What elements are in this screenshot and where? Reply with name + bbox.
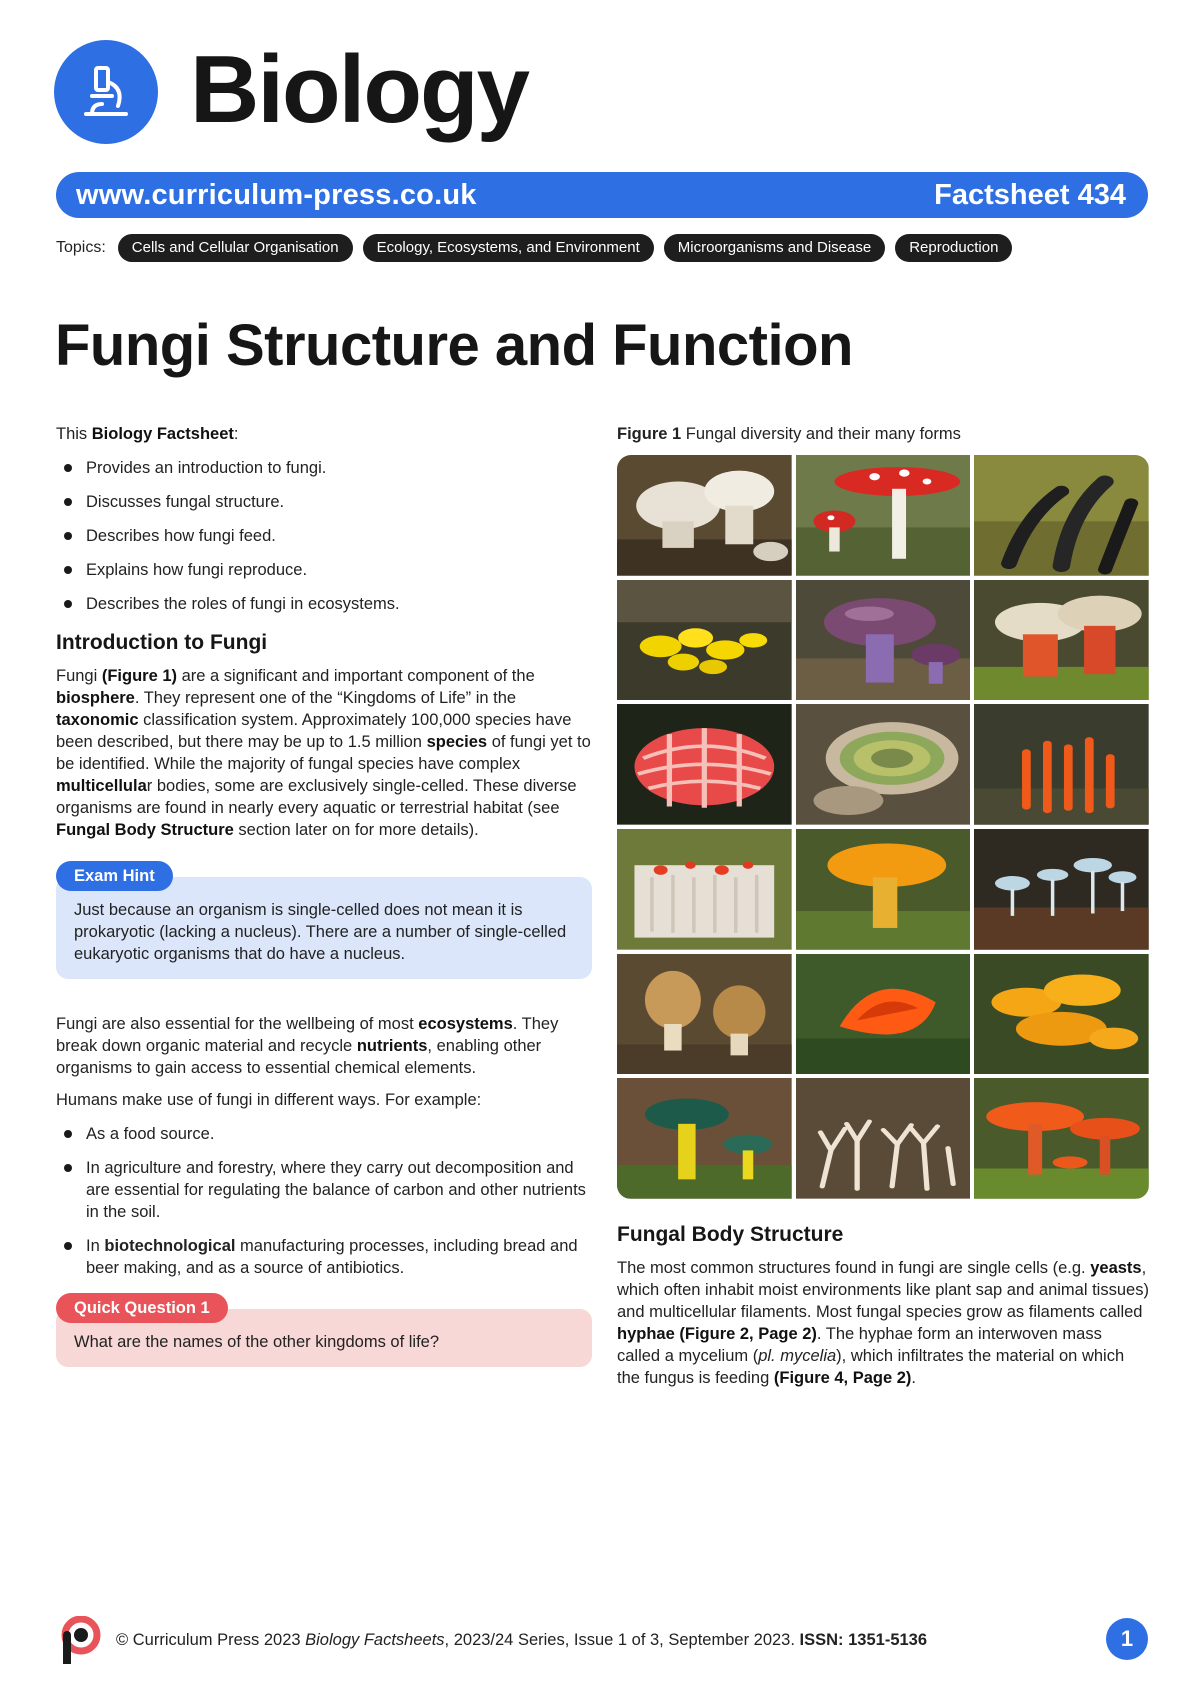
page-title: Fungi Structure and Function — [55, 313, 853, 378]
topic-pill[interactable]: Reproduction — [895, 234, 1012, 262]
url-bar — [56, 172, 1148, 218]
uses-intro: Humans make use of fungi in different ways. For example: — [56, 1091, 482, 1109]
topics-row — [56, 234, 1012, 262]
photo-puffballs — [617, 455, 792, 576]
fungi-photo-grid — [617, 455, 1149, 1199]
ecosystems-paragraph: Fungi are also essential for the wellbeing of most ecosystems. They break down organic material and recycle nutrients, enabling other organisms to gain access to essential chemical elements. — [56, 1015, 559, 1077]
list-item: Provides an introduction to fungi. — [56, 457, 592, 479]
topic-pill[interactable]: Ecology, Ecosystems, and Environment — [363, 234, 654, 262]
uses-list — [56, 1123, 592, 1279]
factsheet-number: Factsheet 434 — [934, 178, 1126, 211]
exam-hint-text: Just because an organism is single-celled does not mean it is prokaryotic (lacking a nucleus). There are a number of single-celled eukaryotic organisms that do have a nucleus. — [74, 901, 567, 963]
photo-blue-mycena — [974, 829, 1149, 950]
quick-question-box — [56, 1299, 592, 1367]
photo-orange-cap — [796, 829, 971, 950]
photo-green-cap — [617, 1078, 792, 1199]
intro-bullets — [56, 457, 592, 615]
photo-dead-mans-fingers — [974, 455, 1149, 576]
section-heading: Introduction to Fungi — [56, 631, 268, 654]
photo-yellow-jelly — [617, 580, 792, 701]
list-item: In biotechnological manufacturing processes, including bread and beer making, and as a source of antibiotics. — [56, 1235, 592, 1279]
topic-pill[interactable]: Cells and Cellular Organisation — [118, 234, 353, 262]
section-heading: Fungal Body Structure — [617, 1223, 844, 1246]
photo-fly-agaric — [796, 455, 971, 576]
topics-label: Topics: — [56, 239, 106, 256]
list-item: In agriculture and forestry, where they carry out decomposition and are essential for regulating the balance of carbon and other nutrients in the soil. — [56, 1157, 592, 1223]
photo-violet-webcap — [796, 580, 971, 701]
photo-orange-coral — [974, 704, 1149, 825]
microscope-logo — [54, 40, 158, 144]
footer — [56, 1616, 1148, 1664]
brand-title: Biology — [190, 36, 528, 143]
photo-orange-peel — [796, 954, 971, 1075]
photo-coral-fungus — [796, 1078, 971, 1199]
intro-paragraph: Fungi (Figure 1) are a significant and important component of the biosphere. They represent one of the “Kingdoms of Life” in the taxonomic classification system. Approximately 100,000 species have been described, but there may be up to 1.5 million species of fungi yet to be identified. While the majority of fungal species have complex multicellular bodies, some are exclusively single-celled. These diverse organisms are found in nearly every aquatic or terrestrial habitat (see Fungal Body Structure section later on for more details). — [56, 667, 591, 839]
microscope-icon — [78, 62, 134, 122]
exam-hint-tag: Exam Hint — [56, 861, 173, 891]
photo-morels — [617, 954, 792, 1075]
website-link[interactable]: www.curriculum-press.co.uk — [76, 178, 477, 211]
left-column — [56, 423, 592, 1367]
list-item: Describes how fungi feed. — [56, 525, 592, 547]
photo-orange-mushrooms — [974, 1078, 1149, 1199]
figure-caption: Figure 1 Fungal diversity and their many forms — [617, 425, 961, 443]
photo-tooth-fungus — [617, 829, 792, 950]
photo-basket-stinkhorn — [617, 704, 792, 825]
photo-turkey-tail — [796, 704, 971, 825]
exam-hint-box — [56, 867, 592, 979]
photo-bolete — [974, 580, 1149, 701]
list-item: As a food source. — [56, 1123, 592, 1145]
topic-pill[interactable]: Microorganisms and Disease — [664, 234, 885, 262]
quick-question-tag: Quick Question 1 — [56, 1293, 228, 1323]
list-item: Explains how fungi reproduce. — [56, 559, 592, 581]
list-item: Describes the roles of fungi in ecosystems. — [56, 593, 592, 615]
copyright-text: © Curriculum Press 2023 Biology Factsheets, 2023/24 Series, Issue 1 of 3, September 2023. ISSN: 1351-5136 — [116, 1630, 928, 1649]
page-number: 1 — [1106, 1618, 1148, 1660]
body-structure-paragraph: The most common structures found in fungi are single cells (e.g. yeasts, which often inhabit moist environments like plant sap and animal tissues) and multicellular filaments. Most fungal species grow as filaments called hyphae (Figure 2, Page 2). The hyphae form an interwoven mass called a mycelium (pl. mycelia), which infiltrates the material on which the fungus is feeding (Figure 4, Page 2). — [617, 1259, 1149, 1387]
right-column — [617, 423, 1149, 1389]
quick-question-text: What are the names of the other kingdoms of life? — [74, 1333, 440, 1351]
list-item: Discusses fungal structure. — [56, 491, 592, 513]
curriculum-press-logo-icon — [56, 1616, 102, 1664]
photo-chanterelles — [974, 954, 1149, 1075]
intro-lead: This Biology Factsheet: — [56, 425, 239, 443]
